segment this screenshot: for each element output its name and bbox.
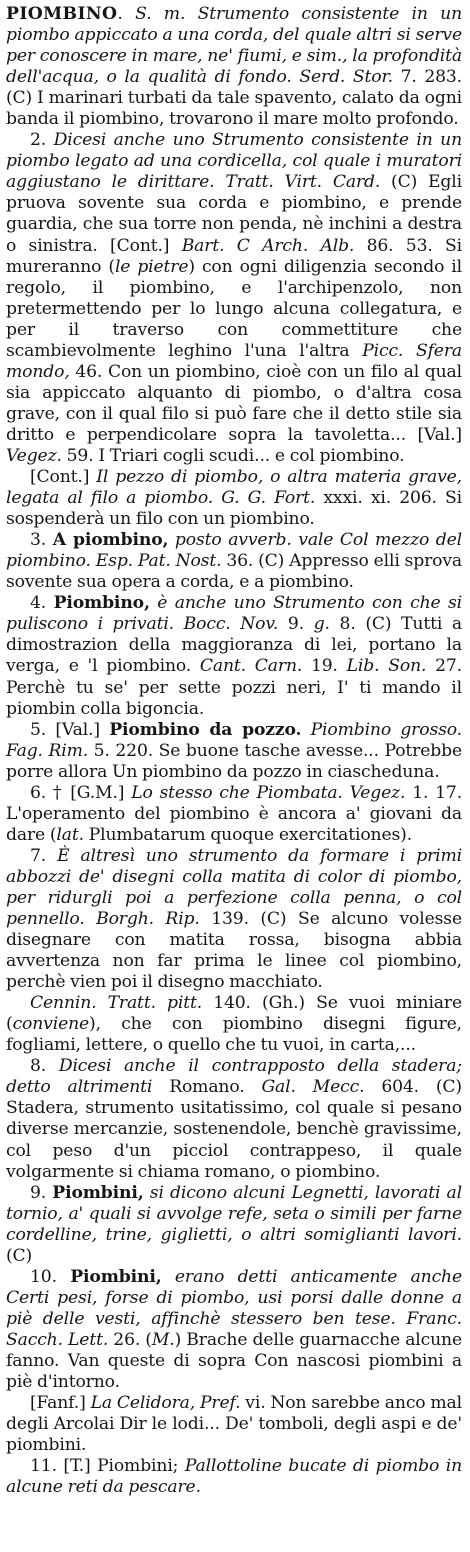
entry-main: PIOMBINO. S. m. Strumento consistente in un piombo appiccato a una corda, del quale altri si serve per conoscere in mare, ne' fiumi, e sim., la profondità dell'acqua, o la qualità di fondo. Serd. Stor. 7. 283. (C) I marinari turbati da tale spavento, calato da ogni banda il piombino, trovarono il mare molto profondo. (6, 4, 462, 130)
entry-sense-8: 8. Dicesi anche il contrapposto della stadera; detto altrimenti Romano. Gal. Mecc. 604. (C) Stadera, strumento usitatissimo, col quale si pesano diverse mercanzie, sostenendole, benchè gravissime, col peso d'un picciol contrappeso, il quale volgarmente si chiama romano, o piombino. (6, 1056, 462, 1182)
entry-sense-2: 2. Dicesi anche uno Strumento consistente in un piombo legato ad una cordicella, col quale i muratori aggiustano le dirittare. Tratt. Virt. Card. (C) Egli pruova sovente sua corda e piombino, e prende guardia, che sua torre non penda, nè inchini a destra o sinistra. [Cont.] Bart. C Arch. Alb. 86. 53. Si mureranno (le pietre) con ogni diligenzia secondo il regolo, il piombino, e l'archipenzolo, non pretermettendo per lo lungo alcuna collegatura, e per il traverso con commettiture che scambievolmente leghino l'una l'altra Picc. Sfera mondo, 46. Con un piombino, cioè con un filo al qual sia appiccato alquanto di piombo, o d'altra cosa grave, con il qual filo si può fare che il detto stile sia dritto e perpendicolare sopra la tavoletta... [Val.] Vegez. 59. I Triari cogli scudi... e col piombino. (6, 130, 463, 466)
entry-sense-6: 6. † [G.M.] Lo stesso che Piombata. Vegez. 1. 17. L'operamento del piombino è ancora a' giovani da dare (lat. Plumbatarum quoque exercitationes). (6, 782, 463, 845)
entry-sense-7: 7. È altresì uno strumento da formare i primi abbozzi de' disegni colla matita di color di piombo, per ridurgli poi a perfezione colla penna, o col pennello. Borgh. Rip. 139. (C) Se alcuno volesse disegnare con matita rossa, bisogna abbia avvertenza non far prima le linee col piombino, perchè vien poi il disegno macchiato. (6, 845, 462, 993)
entry-sense-10: 10. Piombini, erano detti anticamente anche Certi pesi, forse di piombo, usi porsi dalle donne a piè delle vesti, affinchè stessero ben tese. Franc. Sacch. Lett. 26. (M.) Brache delle guarnacche alcune fanno. Van queste di sopra Con nascosi piombini a piè d'intorno. (6, 1266, 462, 1393)
headword: PIOMBINO (6, 4, 118, 24)
entry-cennini: Cennin. Tratt. pitt. 140. (Gh.) Se vuoi miniare (conviene), che con piombino disegni figure, fogliami, lettere, o quello che tu vuoi, in carta,... (6, 993, 462, 1056)
entry-fanfani: [Fanf.] La Celidora, Pref. vi. Non sarebbe anco mal degli Arcolai Dir le lodi... De' tomboli, degli aspi e de' piombini. (6, 1393, 462, 1456)
entry-sense-11: 11. [T.] Piombini; Pallottoline bucate di piombo in alcune reti da pescare. (6, 1456, 463, 1498)
entry-sense-4: 4. Piombino, è anche uno Strumento con che si puliscono i privati. Bocc. Nov. 9. g. 8. (C) Tutti a dimostrazion della maggioranza di lei, portano la verga, e 'l piombino. Cant. Carn. 19. Lib. Son. 27. Perchè tu se' per sette pozzi neri, I' ti mando il piombin colla bigoncia. (6, 593, 462, 719)
entry-cont-plumb-weight: [Cont.] Il pezzo di piombo, o altra materia grave, legata al filo a piombo. G. G. Fort. xxxi. xi. 206. Si sospenderà un filo con un piombino. (6, 467, 462, 530)
entry-sense-5: 5. [Val.] Piombino da pozzo. Piombino grosso. Fag. Rim. 5. 220. Se buone tasche avesse... Potrebbe porre allora Un piombino da pozzo in ciascheduna. (6, 719, 462, 782)
entry-sense-3: 3. A piombino, posto avverb. vale Col mezzo del piombino. Esp. Pat. Nost. 36. (C) Appresso elli sprova sovente sua opera a corda, e a piombino. (6, 530, 463, 593)
entry-sense-9: 9. Piombini, si dicono alcuni Legnetti, lavorati al tornio, a' quali si avvolge refe, seta o simili per farne cordelline, trine, giglietti, o altri somiglianti lavori. (C) (6, 1182, 462, 1266)
